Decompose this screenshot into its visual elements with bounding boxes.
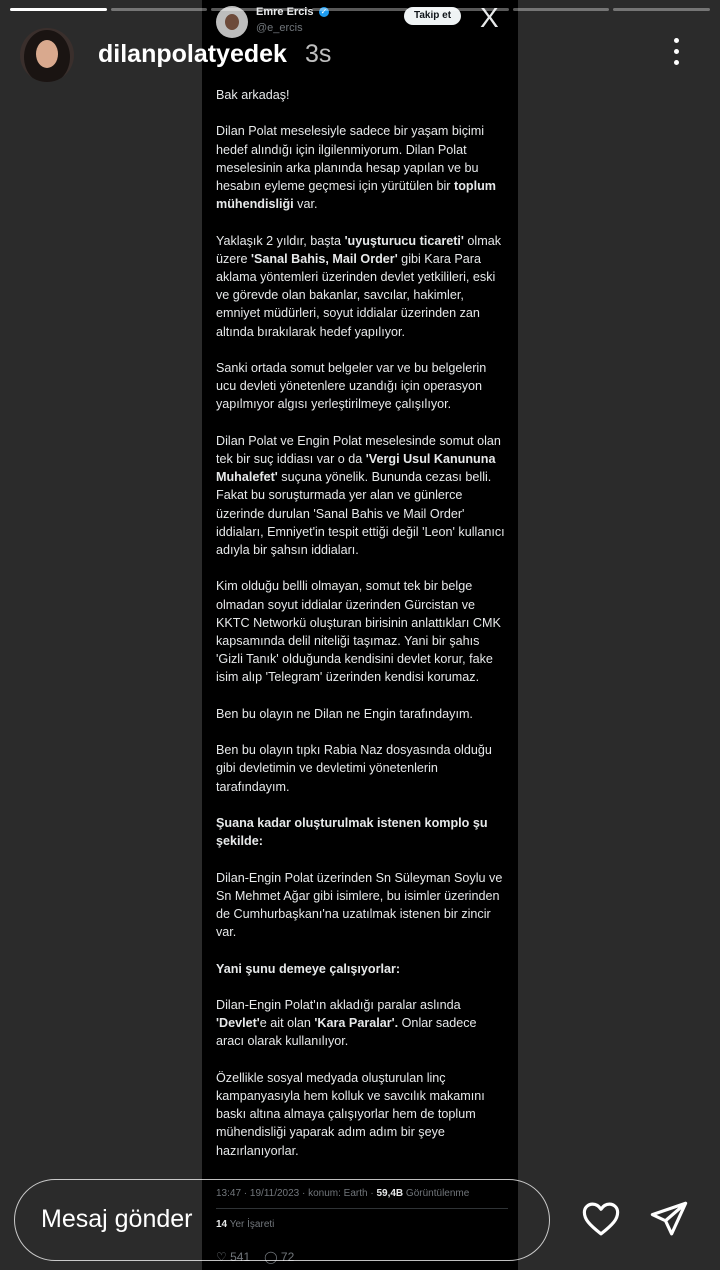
tweet-text-run: e ait olan bbox=[259, 1016, 315, 1031]
tweet-paragraph bbox=[216, 741, 508, 796]
story-progress-segment bbox=[412, 8, 509, 11]
reply-placeholder: Mesaj gönder bbox=[41, 1205, 193, 1233]
tweet-paragraph bbox=[216, 232, 508, 341]
tweet-paragraph bbox=[216, 359, 508, 414]
tweet-screenshot bbox=[202, 0, 518, 1270]
verified-badge-icon: ✓ bbox=[320, 7, 328, 16]
x-logo-icon: X bbox=[480, 2, 499, 33]
tweet-timestamp: 13:47 · 19/11/2023 · konum: Earth · bbox=[216, 1188, 377, 1199]
story-username[interactable]: dilanpolatyedek bbox=[98, 40, 287, 68]
story-progress-segment bbox=[513, 8, 610, 11]
tweet-paragraph bbox=[216, 960, 508, 978]
like-heart-icon[interactable] bbox=[580, 1198, 622, 1240]
tweet-likes-count: 541 bbox=[230, 1250, 251, 1264]
tweet-text-run: Sanki ortada somut belgeler var ve bu belgelerin ucu devleti yönetenlere uzandığı için operasyon yapılmıyor algısı yerleştirilmeye çalışılıyor. bbox=[216, 361, 487, 412]
tweet-paragraph bbox=[216, 869, 508, 942]
more-options-icon[interactable] bbox=[672, 38, 680, 65]
tweet-text-run: var. bbox=[293, 197, 318, 212]
story-user-avatar[interactable] bbox=[20, 28, 74, 82]
tweet-paragraph bbox=[216, 86, 508, 104]
tweet-paragraph bbox=[216, 432, 508, 559]
tweet-text-run: Dilan-Engin Polat'ın akladığı paralar aslında bbox=[216, 997, 461, 1012]
tweet-text-run: Özellikle sosyal medyada oluşturulan linç kampanyasıyla hem kolluk ve savcılık makamını baskı altına almaya çalışıyorlar hem de toplum mühendisliği yaparak adım adım bir şeye hazırlanıyorlar. bbox=[216, 1070, 485, 1158]
tweet-paragraph bbox=[216, 705, 508, 723]
story-progress-bar bbox=[10, 8, 710, 11]
tweet-text-run: Dilan Polat ve Engin Polat meselesinde somut olan tek bir suç iddiası var o da bbox=[216, 433, 501, 466]
tweet-text-run: Kim olduğu bellli olmayan, somut tek bir belge olmadan soyut iddialar üzerinden Gürcistan ve KKTC Networkü oluşturan birisinin anlattıkları CMK kapsamında delil niteliği taşımaz. Yani bir şahıs 'Gizli Tanık' olduğunda kendisini devlet korur, fake isim alıp 'Telegram' üzerinden kendisi korumaz. bbox=[216, 579, 501, 685]
comment-bubble-icon: ◯ bbox=[264, 1250, 278, 1264]
story-progress-segment bbox=[111, 8, 208, 11]
tweet-text-run: olmak üzere bbox=[216, 233, 502, 266]
tweet-text-run: Yaklaşık 2 yıldır, başta bbox=[216, 233, 345, 248]
tweet-bold-run: Şuana kadar oluşturulmak istenen komplo şu şekilde: bbox=[216, 816, 488, 849]
tweet-text-run: Ben bu olayın tıpkı Rabia Naz dosyasında olduğu gibi devletimin ve devletimi yönetenlerin tarafındayım. bbox=[216, 743, 492, 794]
tweet-bookmarks-count: 14 bbox=[216, 1219, 228, 1230]
tweet-bookmarks-label: Yer İşareti bbox=[227, 1219, 275, 1230]
send-direct-icon[interactable] bbox=[648, 1198, 690, 1240]
tweet-bold-run: 'Kara Paralar'. bbox=[314, 1016, 399, 1031]
tweet-bold-run: Yani şunu demeye çalışıyorlar: bbox=[216, 961, 401, 976]
tweet-text-run: Ben bu olayın ne Dilan ne Engin tarafındayım. bbox=[216, 706, 473, 721]
tweet-follow-button: Takip et bbox=[404, 7, 461, 25]
tweet-text-run: Dilan-Engin Polat üzerinden Sn Süleyman Soylu ve Sn Mehmet Ağar gibi isimlere, bu isimler üzerinden de Cumhurbaşkanı'na uzatılmak istenen bir zincir var. bbox=[216, 870, 503, 940]
tweet-paragraph bbox=[216, 122, 508, 213]
tweet-paragraph bbox=[216, 814, 508, 850]
tweet-author-name: Emre Ercis bbox=[256, 6, 314, 18]
story-progress-segment bbox=[10, 8, 107, 11]
tweet-replies-count: 72 bbox=[280, 1250, 295, 1264]
story-header bbox=[20, 26, 700, 84]
story-time-ago: 3s bbox=[305, 40, 332, 68]
message-reply-input[interactable] bbox=[14, 1179, 550, 1261]
story-progress-segment bbox=[312, 8, 409, 11]
tweet-text-run: Bak arkadaş! bbox=[216, 88, 290, 102]
story-progress-segment bbox=[211, 8, 308, 11]
tweet-text-run: suçuna yönelik. Bununda cezası belli. Fakat bu soruşturmada yer alan ve günlerce üzerinde durulan 'Sanal Bahis ve Mail Order' iddiaları, Emniyet'in tespit ettiği değil 'Leon' kullanıcı adıyla bir şahsın iddiaları. bbox=[216, 470, 505, 558]
tweet-views-count: 59,4B bbox=[376, 1188, 404, 1199]
tweet-bold-run: 'Devlet' bbox=[216, 1016, 260, 1031]
story-progress-segment bbox=[613, 8, 710, 11]
tweet-text-run: Onlar sadece aracı olarak kullanılıyor. bbox=[216, 1016, 477, 1049]
tweet-views-label: Görüntülenme bbox=[403, 1188, 470, 1199]
tweet-author-handle: @e_ercis bbox=[256, 22, 303, 34]
tweet-text bbox=[216, 86, 508, 1178]
tweet-bold-run: 'Sanal Bahis, Mail Order' bbox=[251, 251, 398, 266]
tweet-bold-run: toplum mühendisliği bbox=[216, 179, 496, 212]
tweet-paragraph bbox=[216, 577, 508, 686]
heart-outline-icon: ♡ bbox=[216, 1250, 227, 1264]
tweet-bold-run: 'uyuşturucu ticareti' bbox=[344, 233, 464, 248]
tweet-paragraph bbox=[216, 996, 508, 1051]
tweet-text-run: gibi Kara Para aklama yöntemleri üzerinden devlet yetkilileri, eski ve görevde olan bakanlar, savcılar, hakimler, emniyet müdürleri, soyut iddialar üzerinden zan altında bırakılarak hedef yapılıyor. bbox=[216, 251, 496, 339]
tweet-paragraph bbox=[216, 1069, 508, 1160]
tweet-text-run: Dilan Polat meselesiyle sadece bir yaşam biçimi hedef alındığı için ilgilenmiyorum. Dilan Polat meselesinin arka planında hesap yapılan ve bu hesabın eyleme geçmesi için yürütülen bir bbox=[216, 124, 485, 193]
tweet-bold-run: 'Vergi Usul Kanununa Muhalefet' bbox=[216, 452, 496, 485]
